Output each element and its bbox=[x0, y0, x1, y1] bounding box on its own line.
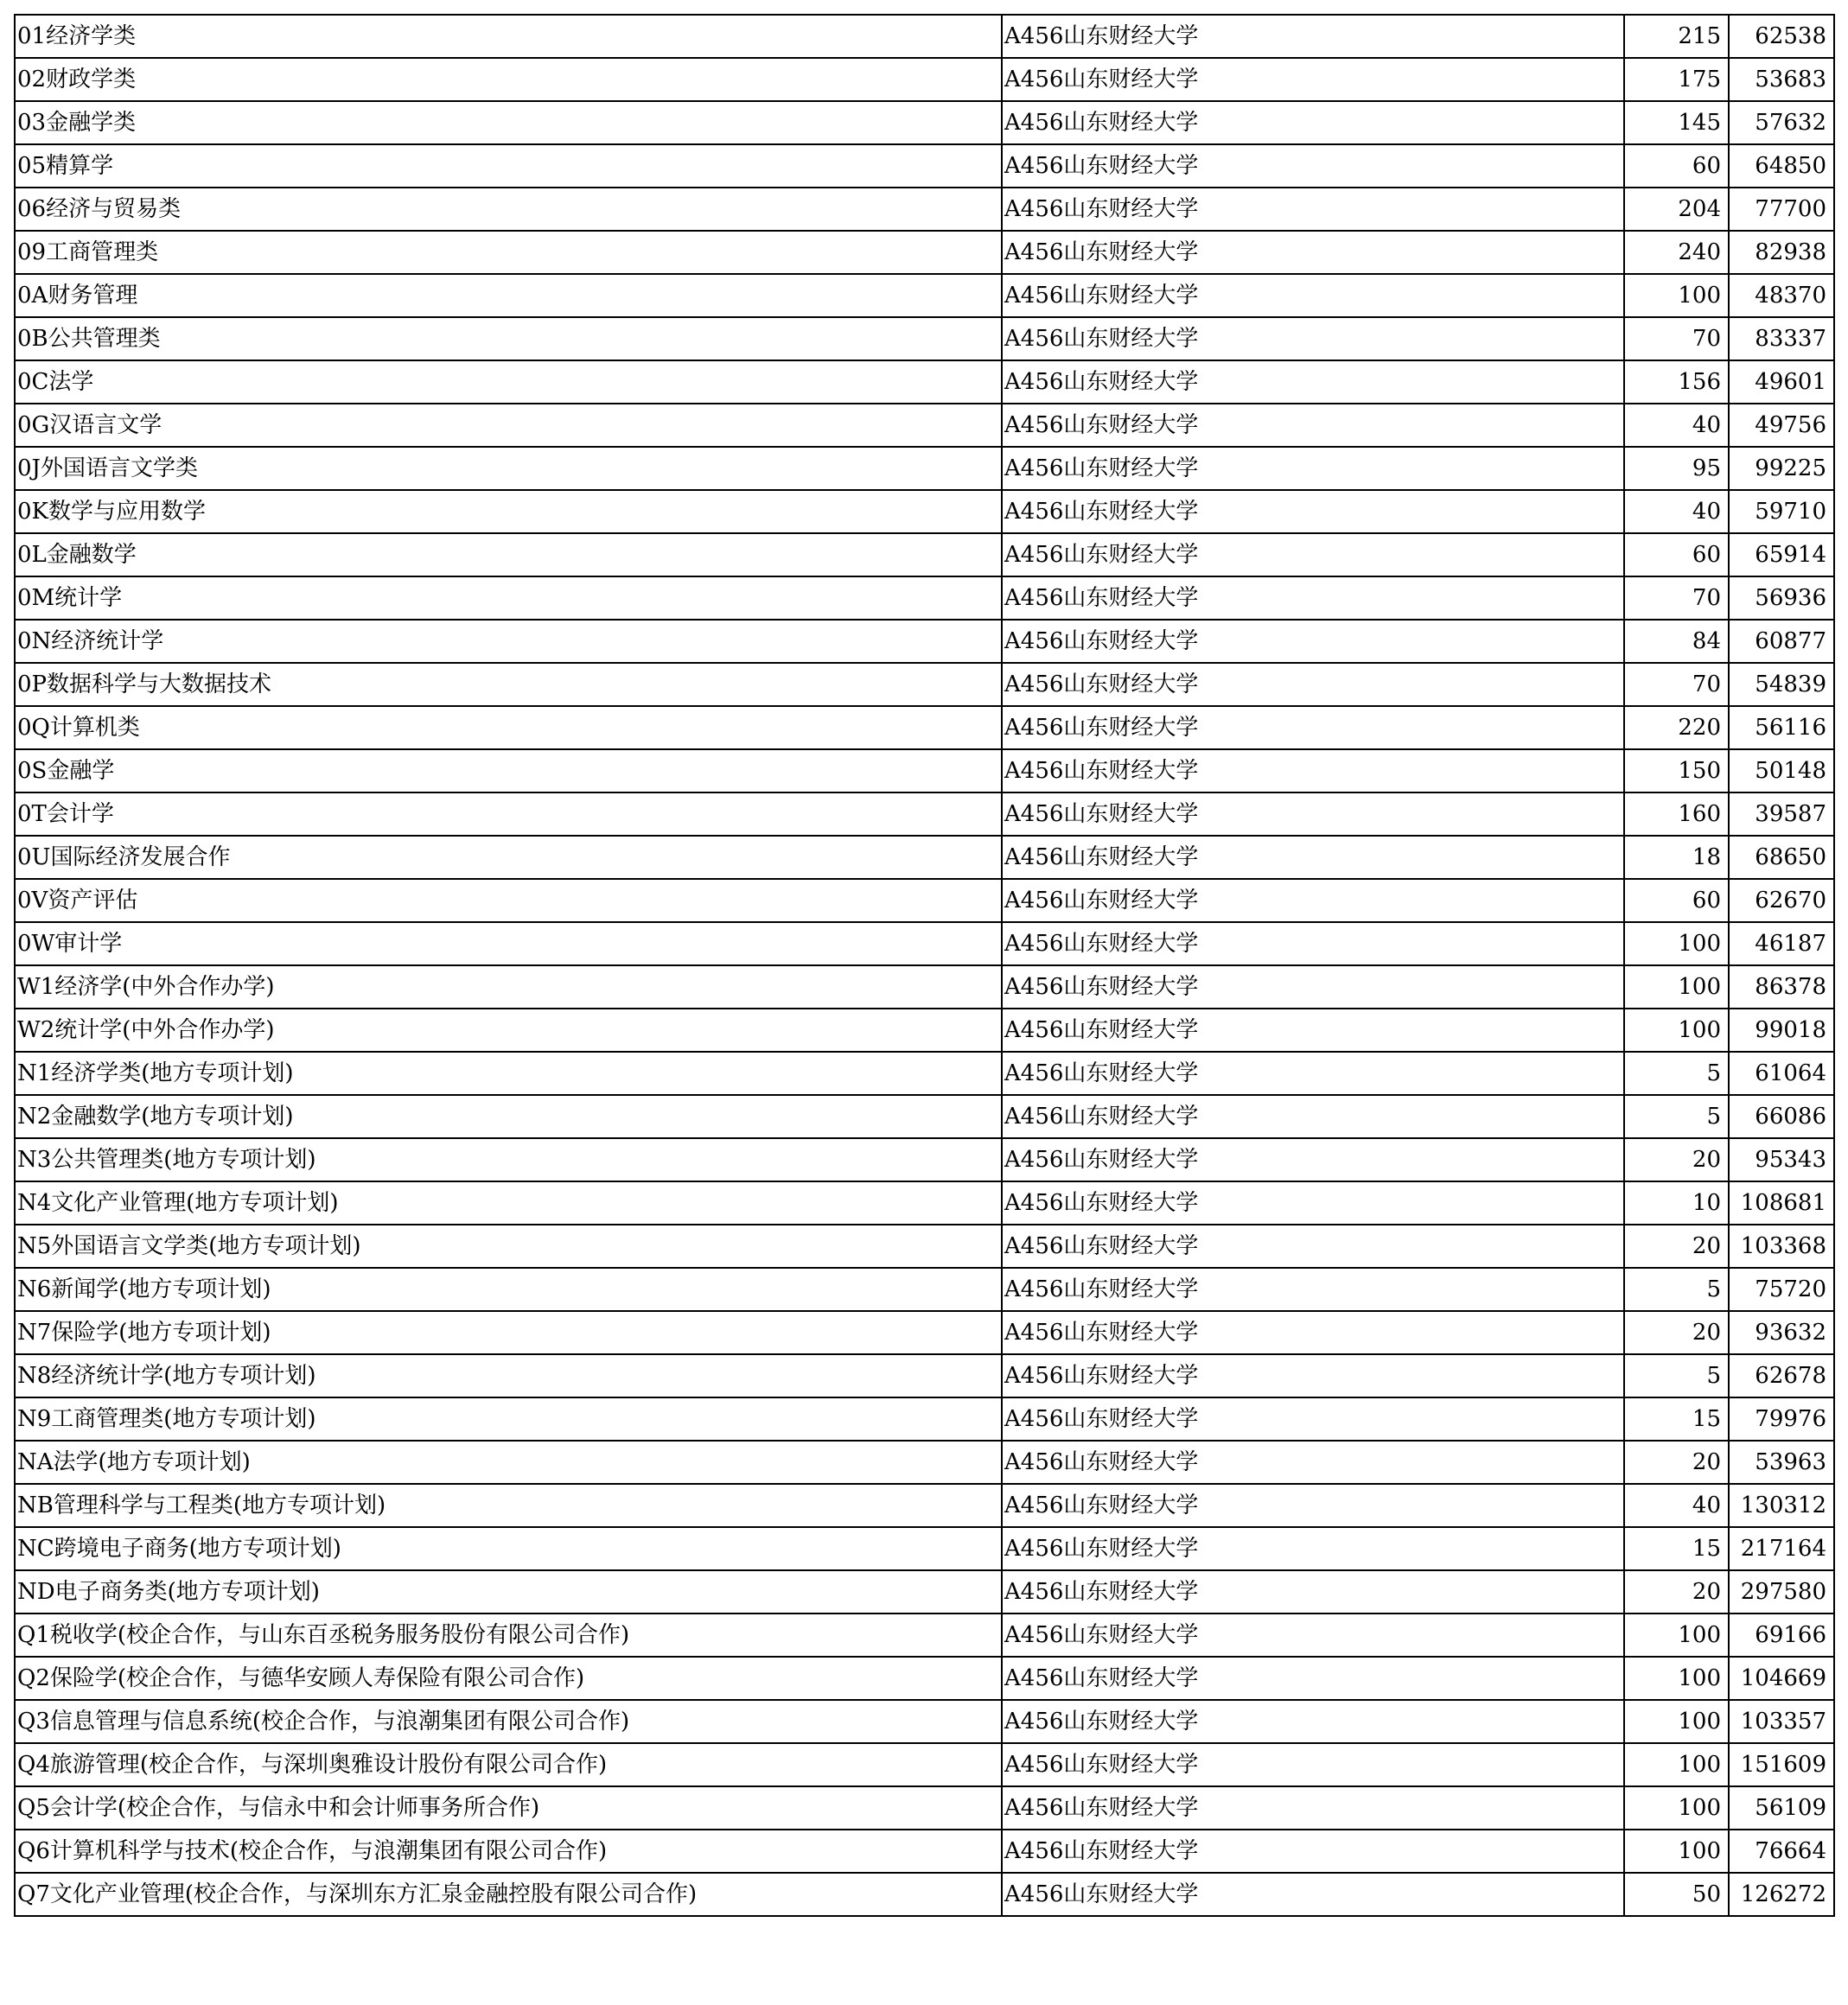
cell-rank: 62538 bbox=[1729, 15, 1834, 58]
cell-rank: 108681 bbox=[1729, 1181, 1834, 1225]
table-row bbox=[15, 1657, 1834, 1700]
cell-rank: 217164 bbox=[1729, 1527, 1834, 1570]
table-row bbox=[15, 1268, 1834, 1311]
cell-major: 0P数据科学与大数据技术 bbox=[15, 663, 1002, 706]
cell-plan: 100 bbox=[1624, 922, 1729, 965]
cell-school: A456山东财经大学 bbox=[1002, 1700, 1624, 1743]
cell-major: W1经济学(中外合作办学) bbox=[15, 965, 1002, 1009]
cell-school: A456山东财经大学 bbox=[1002, 1311, 1624, 1354]
cell-major: 0M统计学 bbox=[15, 576, 1002, 620]
cell-rank: 93632 bbox=[1729, 1311, 1834, 1354]
table-row bbox=[15, 1354, 1834, 1397]
cell-major: 0W审计学 bbox=[15, 922, 1002, 965]
cell-rank: 61064 bbox=[1729, 1052, 1834, 1095]
table-row bbox=[15, 447, 1834, 490]
admissions-table-body bbox=[15, 15, 1834, 1916]
cell-rank: 66086 bbox=[1729, 1095, 1834, 1138]
table-row bbox=[15, 1225, 1834, 1268]
cell-school: A456山东财经大学 bbox=[1002, 1743, 1624, 1786]
cell-school: A456山东财经大学 bbox=[1002, 922, 1624, 965]
cell-plan: 100 bbox=[1624, 1614, 1729, 1657]
cell-rank: 59710 bbox=[1729, 490, 1834, 533]
table-row bbox=[15, 1311, 1834, 1354]
cell-school: A456山东财经大学 bbox=[1002, 1786, 1624, 1830]
cell-major: N4文化产业管理(地方专项计划) bbox=[15, 1181, 1002, 1225]
table-row bbox=[15, 1786, 1834, 1830]
cell-plan: 100 bbox=[1624, 1786, 1729, 1830]
table-row bbox=[15, 1527, 1834, 1570]
cell-plan: 215 bbox=[1624, 15, 1729, 58]
cell-plan: 70 bbox=[1624, 576, 1729, 620]
cell-rank: 79976 bbox=[1729, 1397, 1834, 1441]
cell-major: Q3信息管理与信息系统(校企合作，与浪潮集团有限公司合作) bbox=[15, 1700, 1002, 1743]
cell-plan: 5 bbox=[1624, 1095, 1729, 1138]
cell-school: A456山东财经大学 bbox=[1002, 274, 1624, 317]
table-row bbox=[15, 360, 1834, 404]
cell-rank: 126272 bbox=[1729, 1873, 1834, 1916]
cell-rank: 104669 bbox=[1729, 1657, 1834, 1700]
cell-rank: 75720 bbox=[1729, 1268, 1834, 1311]
cell-rank: 64850 bbox=[1729, 144, 1834, 188]
cell-rank: 56109 bbox=[1729, 1786, 1834, 1830]
cell-rank: 68650 bbox=[1729, 836, 1834, 879]
cell-plan: 20 bbox=[1624, 1138, 1729, 1181]
cell-major: 0K数学与应用数学 bbox=[15, 490, 1002, 533]
cell-plan: 100 bbox=[1624, 1830, 1729, 1873]
cell-plan: 20 bbox=[1624, 1570, 1729, 1614]
cell-major: Q5会计学(校企合作，与信永中和会计师事务所合作) bbox=[15, 1786, 1002, 1830]
table-row bbox=[15, 1009, 1834, 1052]
cell-rank: 54839 bbox=[1729, 663, 1834, 706]
table-row bbox=[15, 1052, 1834, 1095]
cell-plan: 70 bbox=[1624, 317, 1729, 360]
cell-rank: 103368 bbox=[1729, 1225, 1834, 1268]
cell-school: A456山东财经大学 bbox=[1002, 1225, 1624, 1268]
cell-major: N3公共管理类(地方专项计划) bbox=[15, 1138, 1002, 1181]
table-row bbox=[15, 663, 1834, 706]
cell-plan: 15 bbox=[1624, 1397, 1729, 1441]
table-row bbox=[15, 231, 1834, 274]
cell-rank: 62678 bbox=[1729, 1354, 1834, 1397]
cell-school: A456山东财经大学 bbox=[1002, 231, 1624, 274]
cell-major: 05精算学 bbox=[15, 144, 1002, 188]
cell-school: A456山东财经大学 bbox=[1002, 663, 1624, 706]
cell-major: 0S金融学 bbox=[15, 749, 1002, 792]
table-row bbox=[15, 1614, 1834, 1657]
cell-plan: 60 bbox=[1624, 144, 1729, 188]
cell-school: A456山东财经大学 bbox=[1002, 144, 1624, 188]
cell-plan: 204 bbox=[1624, 188, 1729, 231]
cell-school: A456山东财经大学 bbox=[1002, 1268, 1624, 1311]
cell-school: A456山东财经大学 bbox=[1002, 1830, 1624, 1873]
table-row bbox=[15, 576, 1834, 620]
cell-plan: 40 bbox=[1624, 490, 1729, 533]
table-row bbox=[15, 317, 1834, 360]
cell-rank: 77700 bbox=[1729, 188, 1834, 231]
cell-school: A456山东财经大学 bbox=[1002, 447, 1624, 490]
cell-major: 0U国际经济发展合作 bbox=[15, 836, 1002, 879]
cell-plan: 20 bbox=[1624, 1311, 1729, 1354]
cell-school: A456山东财经大学 bbox=[1002, 749, 1624, 792]
cell-rank: 83337 bbox=[1729, 317, 1834, 360]
table-row bbox=[15, 144, 1834, 188]
cell-school: A456山东财经大学 bbox=[1002, 1527, 1624, 1570]
cell-plan: 40 bbox=[1624, 1484, 1729, 1527]
cell-school: A456山东财经大学 bbox=[1002, 620, 1624, 663]
cell-rank: 53963 bbox=[1729, 1441, 1834, 1484]
cell-major: NA法学(地方专项计划) bbox=[15, 1441, 1002, 1484]
table-row bbox=[15, 1700, 1834, 1743]
cell-major: NB管理科学与工程类(地方专项计划) bbox=[15, 1484, 1002, 1527]
table-row bbox=[15, 836, 1834, 879]
table-row bbox=[15, 922, 1834, 965]
cell-plan: 100 bbox=[1624, 1743, 1729, 1786]
cell-major: Q7文化产业管理(校企合作，与深圳东方汇泉金融控股有限公司合作) bbox=[15, 1873, 1002, 1916]
cell-school: A456山东财经大学 bbox=[1002, 1095, 1624, 1138]
cell-school: A456山东财经大学 bbox=[1002, 360, 1624, 404]
cell-plan: 60 bbox=[1624, 879, 1729, 922]
cell-major: N2金融数学(地方专项计划) bbox=[15, 1095, 1002, 1138]
cell-major: W2统计学(中外合作办学) bbox=[15, 1009, 1002, 1052]
table-row bbox=[15, 792, 1834, 836]
cell-rank: 95343 bbox=[1729, 1138, 1834, 1181]
cell-major: 01经济学类 bbox=[15, 15, 1002, 58]
cell-school: A456山东财经大学 bbox=[1002, 58, 1624, 101]
cell-major: 0L金融数学 bbox=[15, 533, 1002, 576]
cell-school: A456山东财经大学 bbox=[1002, 1397, 1624, 1441]
table-row bbox=[15, 15, 1834, 58]
cell-major: Q1税收学(校企合作，与山东百丞税务服务股份有限公司合作) bbox=[15, 1614, 1002, 1657]
cell-rank: 297580 bbox=[1729, 1570, 1834, 1614]
cell-plan: 5 bbox=[1624, 1052, 1729, 1095]
cell-rank: 69166 bbox=[1729, 1614, 1834, 1657]
cell-school: A456山东财经大学 bbox=[1002, 1009, 1624, 1052]
cell-rank: 99225 bbox=[1729, 447, 1834, 490]
cell-plan: 220 bbox=[1624, 706, 1729, 749]
cell-major: N7保险学(地方专项计划) bbox=[15, 1311, 1002, 1354]
table-row bbox=[15, 1095, 1834, 1138]
cell-plan: 240 bbox=[1624, 231, 1729, 274]
cell-plan: 20 bbox=[1624, 1441, 1729, 1484]
table-row bbox=[15, 1181, 1834, 1225]
cell-school: A456山东财经大学 bbox=[1002, 404, 1624, 447]
cell-major: 0V资产评估 bbox=[15, 879, 1002, 922]
cell-school: A456山东财经大学 bbox=[1002, 1570, 1624, 1614]
table-row bbox=[15, 1570, 1834, 1614]
cell-major: ND电子商务类(地方专项计划) bbox=[15, 1570, 1002, 1614]
table-row bbox=[15, 965, 1834, 1009]
cell-major: 09工商管理类 bbox=[15, 231, 1002, 274]
table-row bbox=[15, 749, 1834, 792]
cell-rank: 130312 bbox=[1729, 1484, 1834, 1527]
cell-rank: 99018 bbox=[1729, 1009, 1834, 1052]
cell-plan: 60 bbox=[1624, 533, 1729, 576]
table-row bbox=[15, 274, 1834, 317]
cell-major: NC跨境电子商务(地方专项计划) bbox=[15, 1527, 1002, 1570]
table-row bbox=[15, 1743, 1834, 1786]
cell-rank: 46187 bbox=[1729, 922, 1834, 965]
cell-rank: 57632 bbox=[1729, 101, 1834, 144]
table-row bbox=[15, 58, 1834, 101]
cell-major: 0B公共管理类 bbox=[15, 317, 1002, 360]
table-row bbox=[15, 1830, 1834, 1873]
cell-rank: 53683 bbox=[1729, 58, 1834, 101]
cell-school: A456山东财经大学 bbox=[1002, 965, 1624, 1009]
cell-school: A456山东财经大学 bbox=[1002, 101, 1624, 144]
cell-major: N1经济学类(地方专项计划) bbox=[15, 1052, 1002, 1095]
table-row bbox=[15, 101, 1834, 144]
cell-plan: 100 bbox=[1624, 965, 1729, 1009]
cell-major: 0N经济统计学 bbox=[15, 620, 1002, 663]
cell-school: A456山东财经大学 bbox=[1002, 706, 1624, 749]
admissions-table bbox=[14, 14, 1835, 1917]
cell-major: 0G汉语言文学 bbox=[15, 404, 1002, 447]
cell-school: A456山东财经大学 bbox=[1002, 576, 1624, 620]
cell-school: A456山东财经大学 bbox=[1002, 15, 1624, 58]
table-row bbox=[15, 1138, 1834, 1181]
table-row bbox=[15, 620, 1834, 663]
table-row bbox=[15, 879, 1834, 922]
cell-school: A456山东财经大学 bbox=[1002, 1441, 1624, 1484]
cell-plan: 95 bbox=[1624, 447, 1729, 490]
cell-plan: 100 bbox=[1624, 1700, 1729, 1743]
cell-major: N8经济统计学(地方专项计划) bbox=[15, 1354, 1002, 1397]
cell-plan: 70 bbox=[1624, 663, 1729, 706]
cell-rank: 48370 bbox=[1729, 274, 1834, 317]
cell-rank: 56936 bbox=[1729, 576, 1834, 620]
cell-rank: 50148 bbox=[1729, 749, 1834, 792]
table-row bbox=[15, 1484, 1834, 1527]
cell-rank: 60877 bbox=[1729, 620, 1834, 663]
cell-plan: 40 bbox=[1624, 404, 1729, 447]
cell-major: Q2保险学(校企合作，与德华安顾人寿保险有限公司合作) bbox=[15, 1657, 1002, 1700]
cell-school: A456山东财经大学 bbox=[1002, 1873, 1624, 1916]
cell-school: A456山东财经大学 bbox=[1002, 188, 1624, 231]
cell-school: A456山东财经大学 bbox=[1002, 490, 1624, 533]
cell-school: A456山东财经大学 bbox=[1002, 792, 1624, 836]
cell-rank: 49756 bbox=[1729, 404, 1834, 447]
cell-major: 06经济与贸易类 bbox=[15, 188, 1002, 231]
cell-plan: 156 bbox=[1624, 360, 1729, 404]
cell-plan: 20 bbox=[1624, 1225, 1729, 1268]
cell-plan: 100 bbox=[1624, 1657, 1729, 1700]
table-row bbox=[15, 706, 1834, 749]
cell-plan: 84 bbox=[1624, 620, 1729, 663]
cell-major: N5外国语言文学类(地方专项计划) bbox=[15, 1225, 1002, 1268]
table-row bbox=[15, 188, 1834, 231]
cell-major: 0C法学 bbox=[15, 360, 1002, 404]
cell-rank: 82938 bbox=[1729, 231, 1834, 274]
table-row bbox=[15, 533, 1834, 576]
cell-school: A456山东财经大学 bbox=[1002, 1484, 1624, 1527]
cell-rank: 76664 bbox=[1729, 1830, 1834, 1873]
cell-school: A456山东财经大学 bbox=[1002, 836, 1624, 879]
cell-school: A456山东财经大学 bbox=[1002, 533, 1624, 576]
cell-major: 02财政学类 bbox=[15, 58, 1002, 101]
cell-rank: 62670 bbox=[1729, 879, 1834, 922]
cell-major: N6新闻学(地方专项计划) bbox=[15, 1268, 1002, 1311]
cell-major: 0J外国语言文学类 bbox=[15, 447, 1002, 490]
cell-rank: 49601 bbox=[1729, 360, 1834, 404]
cell-major: 0T会计学 bbox=[15, 792, 1002, 836]
cell-school: A456山东财经大学 bbox=[1002, 1354, 1624, 1397]
cell-plan: 5 bbox=[1624, 1354, 1729, 1397]
cell-rank: 56116 bbox=[1729, 706, 1834, 749]
cell-major: Q6计算机科学与技术(校企合作，与浪潮集团有限公司合作) bbox=[15, 1830, 1002, 1873]
table-row bbox=[15, 1441, 1834, 1484]
cell-plan: 18 bbox=[1624, 836, 1729, 879]
cell-plan: 160 bbox=[1624, 792, 1729, 836]
cell-plan: 150 bbox=[1624, 749, 1729, 792]
cell-school: A456山东财经大学 bbox=[1002, 1138, 1624, 1181]
cell-school: A456山东财经大学 bbox=[1002, 1657, 1624, 1700]
cell-rank: 86378 bbox=[1729, 965, 1834, 1009]
cell-major: Q4旅游管理(校企合作，与深圳奥雅设计股份有限公司合作) bbox=[15, 1743, 1002, 1786]
table-row bbox=[15, 1873, 1834, 1916]
cell-rank: 65914 bbox=[1729, 533, 1834, 576]
table-row bbox=[15, 1397, 1834, 1441]
cell-plan: 100 bbox=[1624, 274, 1729, 317]
cell-plan: 100 bbox=[1624, 1009, 1729, 1052]
cell-plan: 50 bbox=[1624, 1873, 1729, 1916]
cell-major: 0Q计算机类 bbox=[15, 706, 1002, 749]
cell-school: A456山东财经大学 bbox=[1002, 1181, 1624, 1225]
cell-school: A456山东财经大学 bbox=[1002, 1052, 1624, 1095]
cell-school: A456山东财经大学 bbox=[1002, 879, 1624, 922]
cell-plan: 175 bbox=[1624, 58, 1729, 101]
cell-rank: 103357 bbox=[1729, 1700, 1834, 1743]
cell-major: N9工商管理类(地方专项计划) bbox=[15, 1397, 1002, 1441]
cell-plan: 145 bbox=[1624, 101, 1729, 144]
table-row bbox=[15, 404, 1834, 447]
cell-rank: 151609 bbox=[1729, 1743, 1834, 1786]
cell-rank: 39587 bbox=[1729, 792, 1834, 836]
cell-major: 0A财务管理 bbox=[15, 274, 1002, 317]
cell-school: A456山东财经大学 bbox=[1002, 1614, 1624, 1657]
cell-major: 03金融学类 bbox=[15, 101, 1002, 144]
table-row bbox=[15, 490, 1834, 533]
cell-plan: 15 bbox=[1624, 1527, 1729, 1570]
cell-plan: 10 bbox=[1624, 1181, 1729, 1225]
cell-school: A456山东财经大学 bbox=[1002, 317, 1624, 360]
cell-plan: 5 bbox=[1624, 1268, 1729, 1311]
